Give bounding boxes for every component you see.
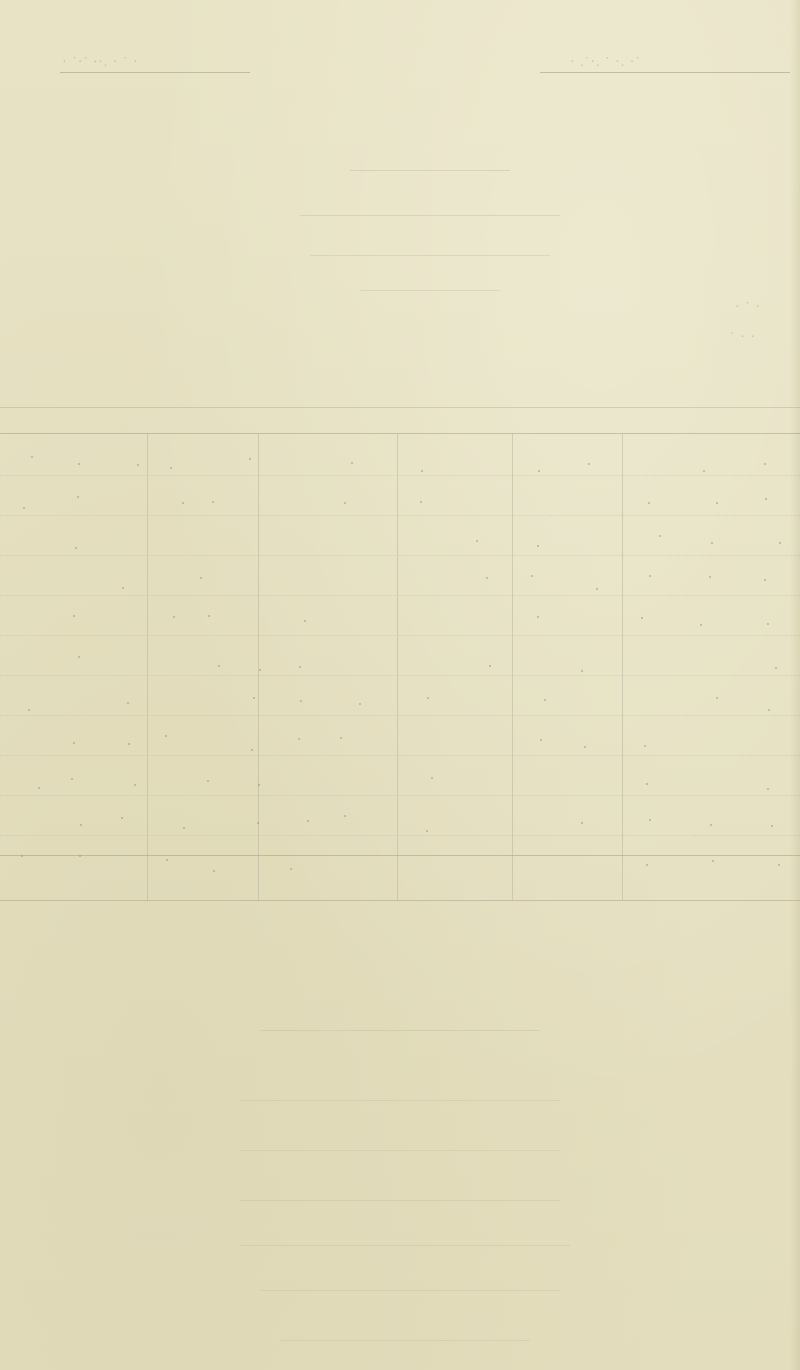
title-rule-1 xyxy=(350,170,510,171)
ink-speck xyxy=(544,699,546,701)
col-divider-4 xyxy=(512,433,513,900)
ink-speck xyxy=(537,545,539,547)
ink-speck xyxy=(218,665,220,667)
ink-speck xyxy=(182,502,184,504)
ink-speck xyxy=(340,737,342,739)
ink-speck xyxy=(127,702,129,704)
ink-speck xyxy=(489,665,491,667)
ink-speck xyxy=(77,496,79,498)
ink-speck xyxy=(73,615,75,617)
ink-speck xyxy=(344,502,346,504)
ink-speck xyxy=(21,855,23,857)
ink-speck xyxy=(173,616,175,618)
ink-speck xyxy=(700,624,702,626)
ink-speck xyxy=(351,462,353,464)
ink-speck xyxy=(581,822,583,824)
ink-speck xyxy=(134,784,136,786)
lower-rule-6 xyxy=(260,1290,560,1291)
ink-speck xyxy=(771,825,773,827)
title-rule-3 xyxy=(310,255,550,256)
ink-speck xyxy=(212,501,214,503)
ink-speck xyxy=(290,868,292,870)
lower-rule-7 xyxy=(280,1340,530,1341)
ink-speck xyxy=(540,739,542,741)
col-divider-5 xyxy=(622,433,623,900)
ink-speck xyxy=(79,855,81,857)
ink-speck xyxy=(71,778,73,780)
ink-speck xyxy=(420,501,422,503)
ink-speck xyxy=(712,860,714,862)
lower-rule-4 xyxy=(240,1200,560,1201)
lower-rule-5 xyxy=(240,1245,570,1246)
header-rule-right xyxy=(540,72,790,73)
dot-row xyxy=(0,755,800,757)
ink-speck xyxy=(165,735,167,737)
ink-speck xyxy=(644,745,646,747)
ink-speck xyxy=(537,616,539,618)
ink-speck xyxy=(208,615,210,617)
ink-speck xyxy=(207,780,209,782)
header-mark-right: · .˙·. ˙ ·. ·˙ xyxy=(570,55,642,70)
ink-speck xyxy=(304,620,306,622)
ink-speck xyxy=(75,547,77,549)
ink-speck xyxy=(646,783,648,785)
dot-row xyxy=(0,835,800,837)
table-top-rule xyxy=(0,407,800,408)
table-foot-rule xyxy=(0,855,800,856)
ink-speck xyxy=(38,787,40,789)
ink-speck xyxy=(421,470,423,472)
ink-speck xyxy=(298,738,300,740)
ink-speck xyxy=(646,864,648,866)
ink-speck xyxy=(170,467,172,469)
table-header-rule xyxy=(0,433,800,434)
ink-speck xyxy=(775,667,777,669)
ink-speck xyxy=(764,463,766,465)
ink-speck xyxy=(73,742,75,744)
ink-speck xyxy=(476,540,478,542)
dot-row xyxy=(0,475,800,477)
ink-speck xyxy=(427,697,429,699)
ink-speck xyxy=(344,815,346,817)
ink-speck xyxy=(121,817,123,819)
ink-speck xyxy=(28,709,30,711)
dot-row xyxy=(0,515,800,517)
lower-rule-1 xyxy=(260,1030,540,1031)
ink-speck xyxy=(300,700,302,702)
ink-speck xyxy=(78,463,80,465)
ink-speck xyxy=(31,456,33,458)
ink-speck xyxy=(765,498,767,500)
margin-mark-2: ˙ · · xyxy=(730,330,756,345)
dot-row xyxy=(0,555,800,557)
ink-speck xyxy=(122,587,124,589)
ink-speck xyxy=(703,470,705,472)
ink-speck xyxy=(588,463,590,465)
ink-speck xyxy=(659,535,661,537)
faded-table xyxy=(0,395,800,915)
ink-speck xyxy=(716,697,718,699)
ink-speck xyxy=(213,870,215,872)
ink-speck xyxy=(649,575,651,577)
ink-speck xyxy=(584,746,586,748)
dot-row xyxy=(0,635,800,637)
title-rule-2 xyxy=(300,215,560,216)
ink-speck xyxy=(251,749,253,751)
ink-speck xyxy=(431,777,433,779)
ink-speck xyxy=(166,859,168,861)
ink-speck xyxy=(711,542,713,544)
ink-speck xyxy=(23,507,25,509)
ink-speck xyxy=(486,577,488,579)
ink-speck xyxy=(359,703,361,705)
lower-rule-2 xyxy=(240,1100,560,1101)
ink-speck xyxy=(128,743,130,745)
ink-speck xyxy=(596,588,598,590)
lower-rule-3 xyxy=(240,1150,560,1151)
page-edge-shadow xyxy=(790,0,800,1370)
ink-speck xyxy=(538,470,540,472)
ink-speck xyxy=(779,542,781,544)
ink-speck xyxy=(764,579,766,581)
ink-speck xyxy=(767,623,769,625)
dot-row xyxy=(0,795,800,797)
margin-mark-1: · ˙ · xyxy=(735,300,761,315)
ink-speck xyxy=(80,824,82,826)
ink-speck xyxy=(299,666,301,668)
ink-speck xyxy=(259,669,261,671)
dot-row xyxy=(0,595,800,597)
ink-speck xyxy=(709,576,711,578)
title-rule-4 xyxy=(360,290,500,291)
col-divider-3 xyxy=(397,433,398,900)
ink-speck xyxy=(137,464,139,466)
dot-row xyxy=(0,675,800,677)
ink-speck xyxy=(426,830,428,832)
ink-speck xyxy=(649,819,651,821)
ink-speck xyxy=(253,697,255,699)
ink-speck xyxy=(258,784,260,786)
col-divider-1 xyxy=(147,433,148,900)
ink-speck xyxy=(249,458,251,460)
ink-speck xyxy=(768,709,770,711)
col-divider-2 xyxy=(258,433,259,900)
ink-speck xyxy=(183,827,185,829)
ink-speck xyxy=(648,502,650,504)
ink-speck xyxy=(778,864,780,866)
ink-speck xyxy=(200,577,202,579)
ink-speck xyxy=(710,824,712,826)
ink-speck xyxy=(716,502,718,504)
ink-speck xyxy=(581,670,583,672)
ink-speck xyxy=(767,788,769,790)
ink-speck xyxy=(531,575,533,577)
dot-row xyxy=(0,715,800,717)
header-rule-left xyxy=(60,72,250,73)
ink-speck xyxy=(641,617,643,619)
ink-speck xyxy=(307,820,309,822)
ink-speck xyxy=(78,656,80,658)
table-bottom-rule xyxy=(0,900,800,901)
header-mark-left: · ˙·˙ ∙·. · ˙ · xyxy=(62,55,139,70)
ink-speck xyxy=(257,822,259,824)
